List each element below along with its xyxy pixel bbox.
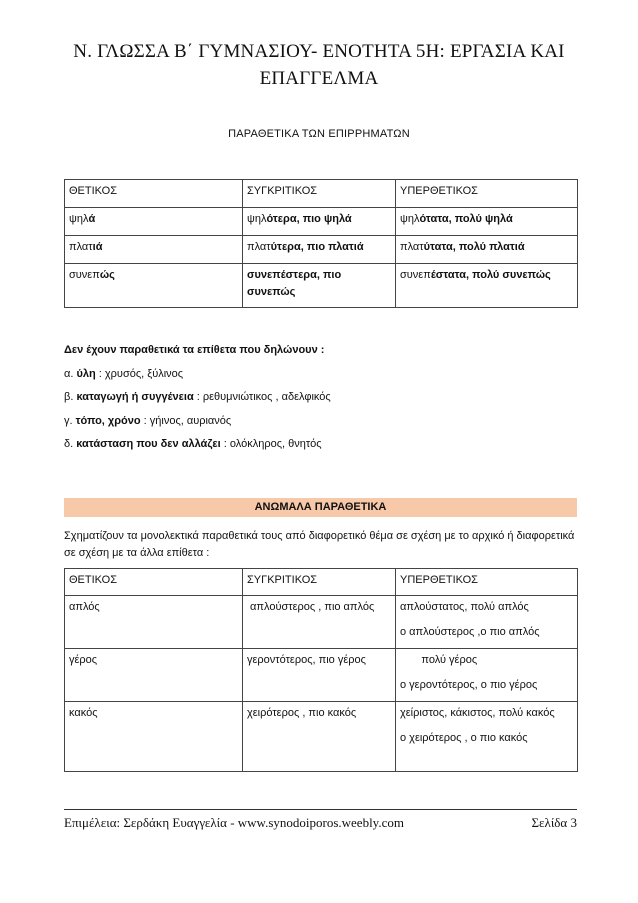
superlative-absolute: ο γεροντότερος, ο πιο γέρος — [400, 679, 538, 691]
superlative-relative: απλούστατος, πολύ απλός — [400, 601, 529, 613]
table-cell: απλούστερος , πιο απλός — [243, 596, 396, 649]
table-cell: κακός — [65, 702, 243, 772]
table-cell: γεροντότερος, πιο γέρος — [243, 649, 396, 702]
irregular-degrees-table — [64, 568, 578, 772]
word-stem: πλατ — [247, 241, 271, 253]
item-prefix: α. — [64, 367, 77, 380]
word-ending: ά — [88, 213, 96, 225]
header-cell-positive: ΘΕΤΙΚΟΣ — [65, 569, 243, 596]
word-stem: ψηλ — [400, 213, 420, 225]
list-item — [64, 414, 331, 438]
table-cell — [396, 208, 578, 236]
word-ending: ώς — [99, 269, 115, 281]
list-item — [64, 390, 331, 414]
irregular-intro-text: Σχηματίζουν τα μονολεκτικά παραθετικά τους από διαφορετικό θέμα σε σχέση με το αρχικό ή διαφορετικά σε σχέση με τα άλλα επίθετα : — [64, 530, 575, 559]
item-category: καταγωγή ή συγγένεια — [76, 391, 194, 403]
table-row — [65, 208, 578, 236]
item-prefix: β. — [64, 391, 77, 403]
word-ending: έστατα, πολύ συνεπώς — [430, 269, 551, 281]
word-stem: πλατ — [69, 241, 93, 253]
list-item — [64, 367, 331, 391]
table-cell — [396, 649, 578, 702]
page-title: Ν. ΓΛΩΣΣΑ Β΄ ΓΥΜΝΑΣΙΟΥ- ΕΝΟΤΗΤΑ 5Η: ΕΡΓΑΣΙΑ ΚΑΙ ΕΠΑΓΓΕΛΜΑ — [73, 41, 565, 89]
list-item — [64, 437, 331, 461]
table-row — [65, 596, 578, 649]
item-examples: : ολόκληρος, θνητός — [220, 438, 322, 450]
word-ending: ύτατα, πολύ πλατιά — [423, 241, 525, 253]
item-category: κατάσταση που δεν αλλάζει — [76, 438, 221, 450]
item-category: ύλη — [76, 367, 96, 380]
table-cell — [396, 264, 578, 308]
word-ending: συνεπέστερα, πιο συνεπώς — [247, 269, 342, 298]
item-category: τόπο, χρόνο — [75, 414, 141, 427]
table-cell: χειρότερος , πιο κακός — [243, 702, 396, 772]
table-cell — [65, 236, 243, 264]
header-cell-superlative: ΥΠΕΡΘΕΤΙΚΟΣ — [396, 180, 578, 208]
word-ending: ότερα, πιο ψηλά — [266, 213, 352, 225]
item-prefix: γ. — [64, 414, 76, 427]
section-title-irregular: ΑΝΩΜΑΛΑ ΠΑΡΑΘΕΤΙΚΑ — [64, 498, 577, 517]
header-cell-superlative: ΥΠΕΡΘΕΤΙΚΟΣ — [396, 569, 578, 596]
table-cell — [65, 264, 243, 308]
word-ending: ύτερα, πιο πλατιά — [270, 241, 364, 253]
table-cell: απλός — [65, 596, 243, 649]
table-cell — [396, 236, 578, 264]
table-cell — [396, 702, 578, 772]
superlative-absolute: ο χειρότερος , ο πιο κακός — [400, 732, 528, 744]
table-row — [65, 264, 578, 308]
word-ending: ότατα, πολύ ψηλά — [419, 213, 513, 225]
table-header-row — [65, 569, 578, 596]
table-header-row — [65, 180, 578, 208]
item-examples: : ρεθυμνιώτικος , αδελφικός — [193, 391, 331, 403]
table-row — [65, 702, 578, 772]
word-ending: ιά — [92, 241, 103, 253]
table-cell — [65, 208, 243, 236]
word-stem: συνεπ — [400, 269, 431, 281]
section-title-adverb-degrees: ΠΑΡΑΘΕΤΙΚΑ ΤΩΝ ΕΠΙΡΡΗΜΑΤΩΝ — [228, 128, 410, 140]
table-cell: γέρος — [65, 649, 243, 702]
notes-heading: Δεν έχουν παραθετικά τα επίθετα που δηλώνουν : — [64, 344, 325, 356]
superlative-absolute: ο απλούστερος ,ο πιο απλός — [400, 626, 540, 638]
item-prefix: δ. — [64, 438, 77, 450]
table-cell — [243, 236, 396, 264]
word-stem: ψηλ — [247, 213, 267, 225]
item-examples: : χρυσός, ξύλινος — [95, 367, 184, 380]
page-number: Σελίδα 3 — [531, 815, 577, 830]
superlative-relative: χείριστος, κάκιστος, πολύ κακός — [400, 707, 555, 719]
table-cell — [243, 264, 396, 308]
table-cell — [243, 208, 396, 236]
table-cell — [396, 596, 578, 649]
word-stem: συνεπ — [69, 269, 100, 281]
item-examples: : γήινος, αυριανός — [140, 414, 232, 427]
footer-divider — [64, 809, 577, 810]
table-row — [65, 236, 578, 264]
word-stem: ψηλ — [69, 213, 89, 225]
header-cell-comparative: ΣΥΓΚΡΙΤΙΚΟΣ — [243, 180, 396, 208]
word-stem: πλατ — [400, 241, 424, 253]
header-cell-comparative: ΣΥΓΚΡΙΤΙΚΟΣ — [243, 569, 396, 596]
adverb-degrees-table — [64, 179, 578, 308]
superlative-relative: πολύ γέρος — [400, 654, 478, 666]
table-row — [65, 649, 578, 702]
header-cell-positive: ΘΕΤΙΚΟΣ — [65, 180, 243, 208]
footer-credits: Επιμέλεια: Σερδάκη Ευαγγελία - www.synodoiporos.weebly.com — [64, 815, 404, 830]
no-degrees-notes — [64, 343, 331, 461]
